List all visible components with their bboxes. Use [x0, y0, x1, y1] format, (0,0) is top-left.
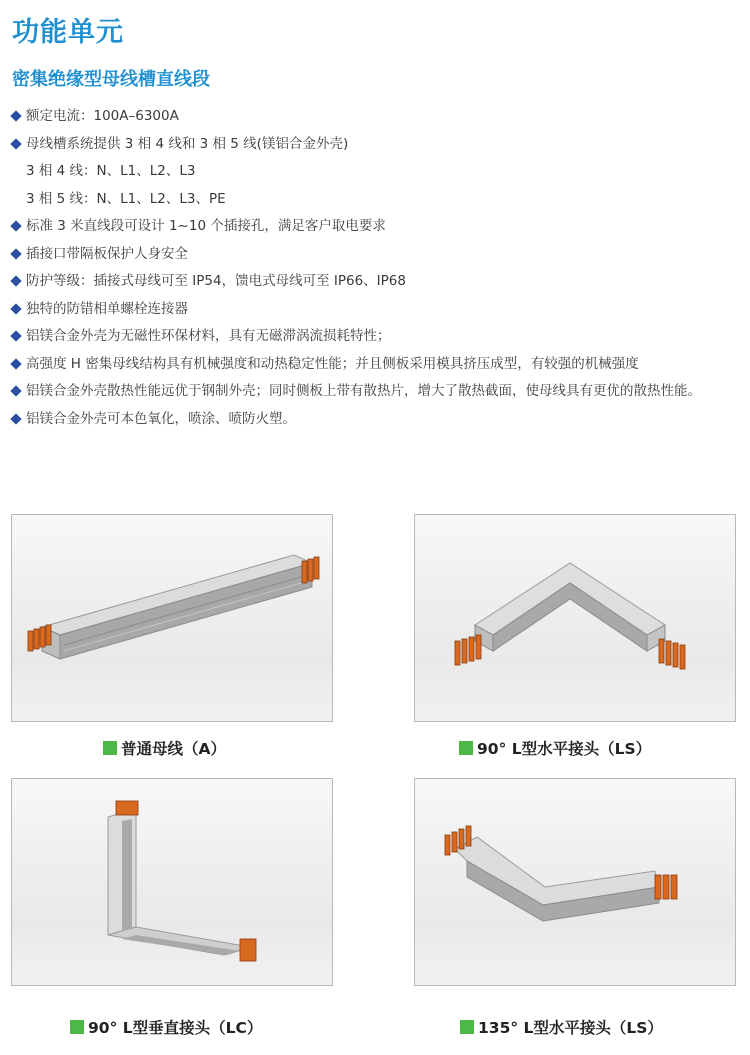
feature-text: 标准 3 米直线段可设计 1~10 个插接孔，满足客户取电要求	[26, 218, 386, 234]
green-square-icon	[103, 741, 117, 755]
diamond-bullet-icon	[10, 248, 21, 259]
diamond-bullet-icon	[10, 275, 21, 286]
product-image-90-vertical-elbow	[11, 778, 333, 986]
feature-text: 高强度 H 密集母线结构具有机械强度和动热稳定性能；并且侧板采用模具挤压成型，有较强的机械强度	[26, 355, 639, 372]
feature-item	[12, 213, 738, 241]
feature-text: 铝镁合金外壳散热性能远优于钢制外壳；同时侧板上带有散热片，增大了散热截面，使母线具有更优的散热性能。	[26, 383, 701, 399]
feature-item	[12, 103, 738, 131]
feature-text: 防护等级：插接式母线可至 IP54，馈电式母线可至 IP66、IP68	[26, 273, 406, 289]
caption-text: 普通母线（A）	[121, 740, 226, 758]
feature-text: 额定电流：100A–6300A	[26, 108, 179, 124]
product-caption	[460, 1016, 663, 1038]
feature-item	[12, 296, 738, 324]
caption-text: 90° L型水平接头（LS）	[477, 740, 652, 758]
product-caption	[103, 737, 226, 759]
feature-item	[12, 351, 738, 379]
feature-item	[12, 378, 738, 406]
feature-subitem: 3 相 5 线：N、L1、L2、L3、PE	[26, 190, 226, 207]
diamond-bullet-icon	[10, 138, 21, 149]
diamond-bullet-icon	[10, 303, 21, 314]
feature-item	[12, 131, 738, 159]
diamond-bullet-icon	[10, 413, 21, 424]
feature-text: 母线槽系统提供 3 相 4 线和 3 相 5 线(镁铝合金外壳)	[26, 135, 349, 152]
diamond-bullet-icon	[10, 110, 21, 121]
feature-list	[12, 103, 738, 433]
feature-text: 铝镁合金外壳为无磁性环保材料，具有无磁滞涡流损耗特性；	[26, 328, 391, 344]
green-square-icon	[459, 741, 473, 755]
feature-text: 独特的防错相单螺栓连接器	[26, 300, 188, 317]
feature-subitem: 3 相 4 线：N、L1、L2、L3	[26, 163, 196, 179]
feature-item	[12, 268, 738, 296]
product-image-straight-busway	[11, 514, 333, 722]
product-caption	[459, 737, 651, 759]
feature-text: 插接口带隔板保护人身安全	[26, 245, 188, 262]
green-square-icon	[70, 1020, 84, 1034]
diamond-bullet-icon	[10, 330, 21, 341]
feature-item	[12, 323, 738, 351]
product-image-135-horizontal-elbow	[414, 778, 736, 986]
section-subtitle: 密集绝缘型母线槽直线段	[12, 69, 210, 90]
caption-text: 90° L型垂直接头（LC）	[88, 1019, 263, 1037]
diamond-bullet-icon	[10, 220, 21, 231]
feature-text: 铝镁合金外壳可本色氧化，喷涂、喷防火塑。	[26, 410, 296, 427]
feature-item	[12, 406, 738, 434]
product-caption	[70, 1016, 262, 1038]
green-square-icon	[460, 1020, 474, 1034]
page-title: 功能单元	[12, 17, 124, 48]
feature-item	[12, 241, 738, 269]
caption-text: 135° L型水平接头（LS）	[478, 1019, 663, 1037]
diamond-bullet-icon	[10, 358, 21, 369]
diamond-bullet-icon	[10, 385, 21, 396]
product-image-90-horizontal-elbow	[414, 514, 736, 722]
